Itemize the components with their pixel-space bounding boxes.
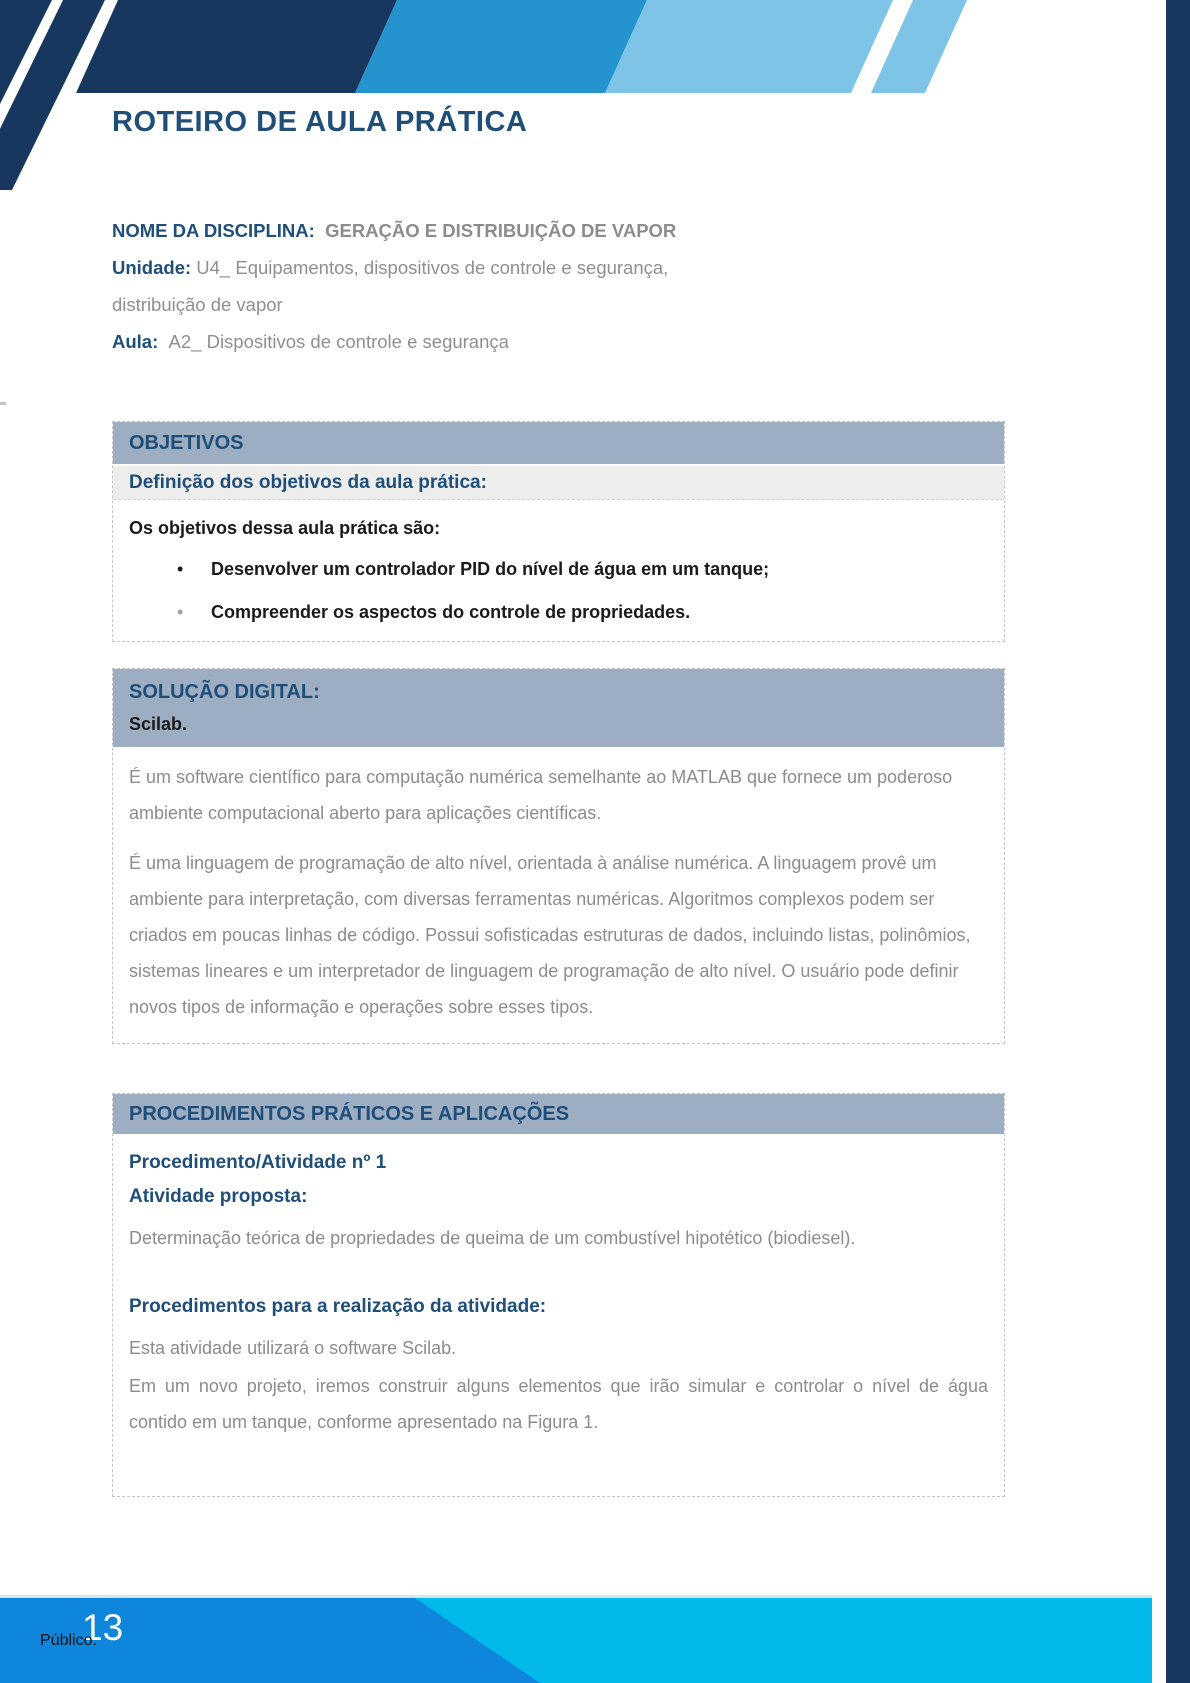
unit-label: Unidade: (112, 257, 192, 278)
unit-value: U4_ Equipamentos, dispositivos de controle e segurança, (196, 257, 669, 278)
discipline-value: GERAÇÃO E DISTRIBUIÇÃO DE VAPOR (325, 220, 677, 241)
solucao-header-bar (113, 669, 1004, 747)
activity-title: Procedimento/Atividade nº 1 (129, 1152, 387, 1173)
class-value: A2_ Dispositivos de controle e segurança (168, 331, 509, 352)
objetivos-subheader-bar (113, 464, 1004, 500)
unit-line (112, 249, 992, 286)
header-band-medium-blue (355, 0, 647, 93)
footer-band (0, 1595, 1152, 1683)
section-procedimentos (112, 1093, 1005, 1497)
solucao-header-label: SOLUÇÃO DIGITAL: (129, 681, 320, 703)
objetivos-bullet-1 (177, 559, 988, 580)
procedimentos-header-bar (113, 1094, 1004, 1134)
objetivos-header-bar (113, 422, 1004, 464)
proposta-label: Atividade proposta: (129, 1186, 308, 1207)
bullet-icon: • (177, 559, 184, 579)
footer-public-label: Público. (40, 1632, 97, 1649)
class-line (112, 323, 992, 360)
section-objetivos (112, 421, 1005, 642)
objetivos-bullet-2-text: Compreender os aspectos do controle de propriedades. (211, 602, 691, 622)
procedimentos-header-label: PROCEDIMENTOS PRÁTICOS E APLICAÇÕES (129, 1102, 570, 1125)
header-decoration (0, 0, 1190, 190)
unit-value-line2: distribuição de vapor (112, 294, 283, 315)
objetivos-bullet-2 (177, 602, 988, 623)
discipline-label: NOME DA DISCIPLINA: (112, 220, 315, 241)
left-edge-tick (0, 402, 6, 405)
procedimentos-body (113, 1134, 1004, 1496)
header-band-navy (76, 0, 397, 93)
footer-page-number: 13 (82, 1607, 124, 1648)
solucao-subheader-label: Scilab. (129, 714, 188, 734)
objetivos-body (113, 500, 1004, 641)
bullet-icon: • (177, 602, 184, 622)
document-meta (112, 212, 992, 360)
header-band-light-blue (605, 0, 893, 93)
page-title: ROTEIRO DE AULA PRÁTICA (112, 106, 528, 138)
discipline-line (112, 212, 992, 249)
solucao-paragraph-2: É uma linguagem de programação de alto nível, orientada à análise numérica. A linguagem provê um ambiente para interpretação, com diversas ferramentas numéricas. Algoritmos complexos podem ser criados em poucas linhas de código. Possui sofisticadas estruturas de dados, incluindo listas, polinômios, sistemas lineares e um interpretador de linguagem de programação de alto nível. O usuário pode definir novos tipos de informação e operações sobre esses tipos. (129, 853, 971, 1017)
objetivos-bullet-1-text: Desenvolver um controlador PID do nível de água em um tanque; (211, 559, 770, 579)
steps-line-2: Em um novo projeto, iremos construir alguns elementos que irão simular e controlar o nível de água contido em um tanque, conforme apresentado na Figura 1. (129, 1376, 988, 1432)
objetivos-subheader-label: Definição dos objetivos da aula prática: (129, 471, 487, 493)
section-solucao-digital (112, 668, 1005, 1044)
solucao-body (113, 747, 1004, 1043)
class-label: Aula: (112, 331, 159, 352)
steps-line-1: Esta atividade utilizará o software Scilab. (129, 1338, 457, 1358)
objetivos-intro: Os objetivos dessa aula prática são: (129, 518, 441, 538)
steps-label: Procedimentos para a realização da atividade: (129, 1296, 547, 1317)
objetivos-header-label: OBJETIVOS (129, 431, 244, 454)
unit-line-2 (112, 286, 992, 323)
proposta-text: Determinação teórica de propriedades de queima de um combustível hipotético (biodiesel). (129, 1228, 856, 1248)
right-edge-bar (1166, 0, 1190, 1683)
solucao-paragraph-1: É um software científico para computação numérica semelhante ao MATLAB que fornece um poderoso ambiente computacional aberto para aplicações científicas. (129, 767, 953, 823)
